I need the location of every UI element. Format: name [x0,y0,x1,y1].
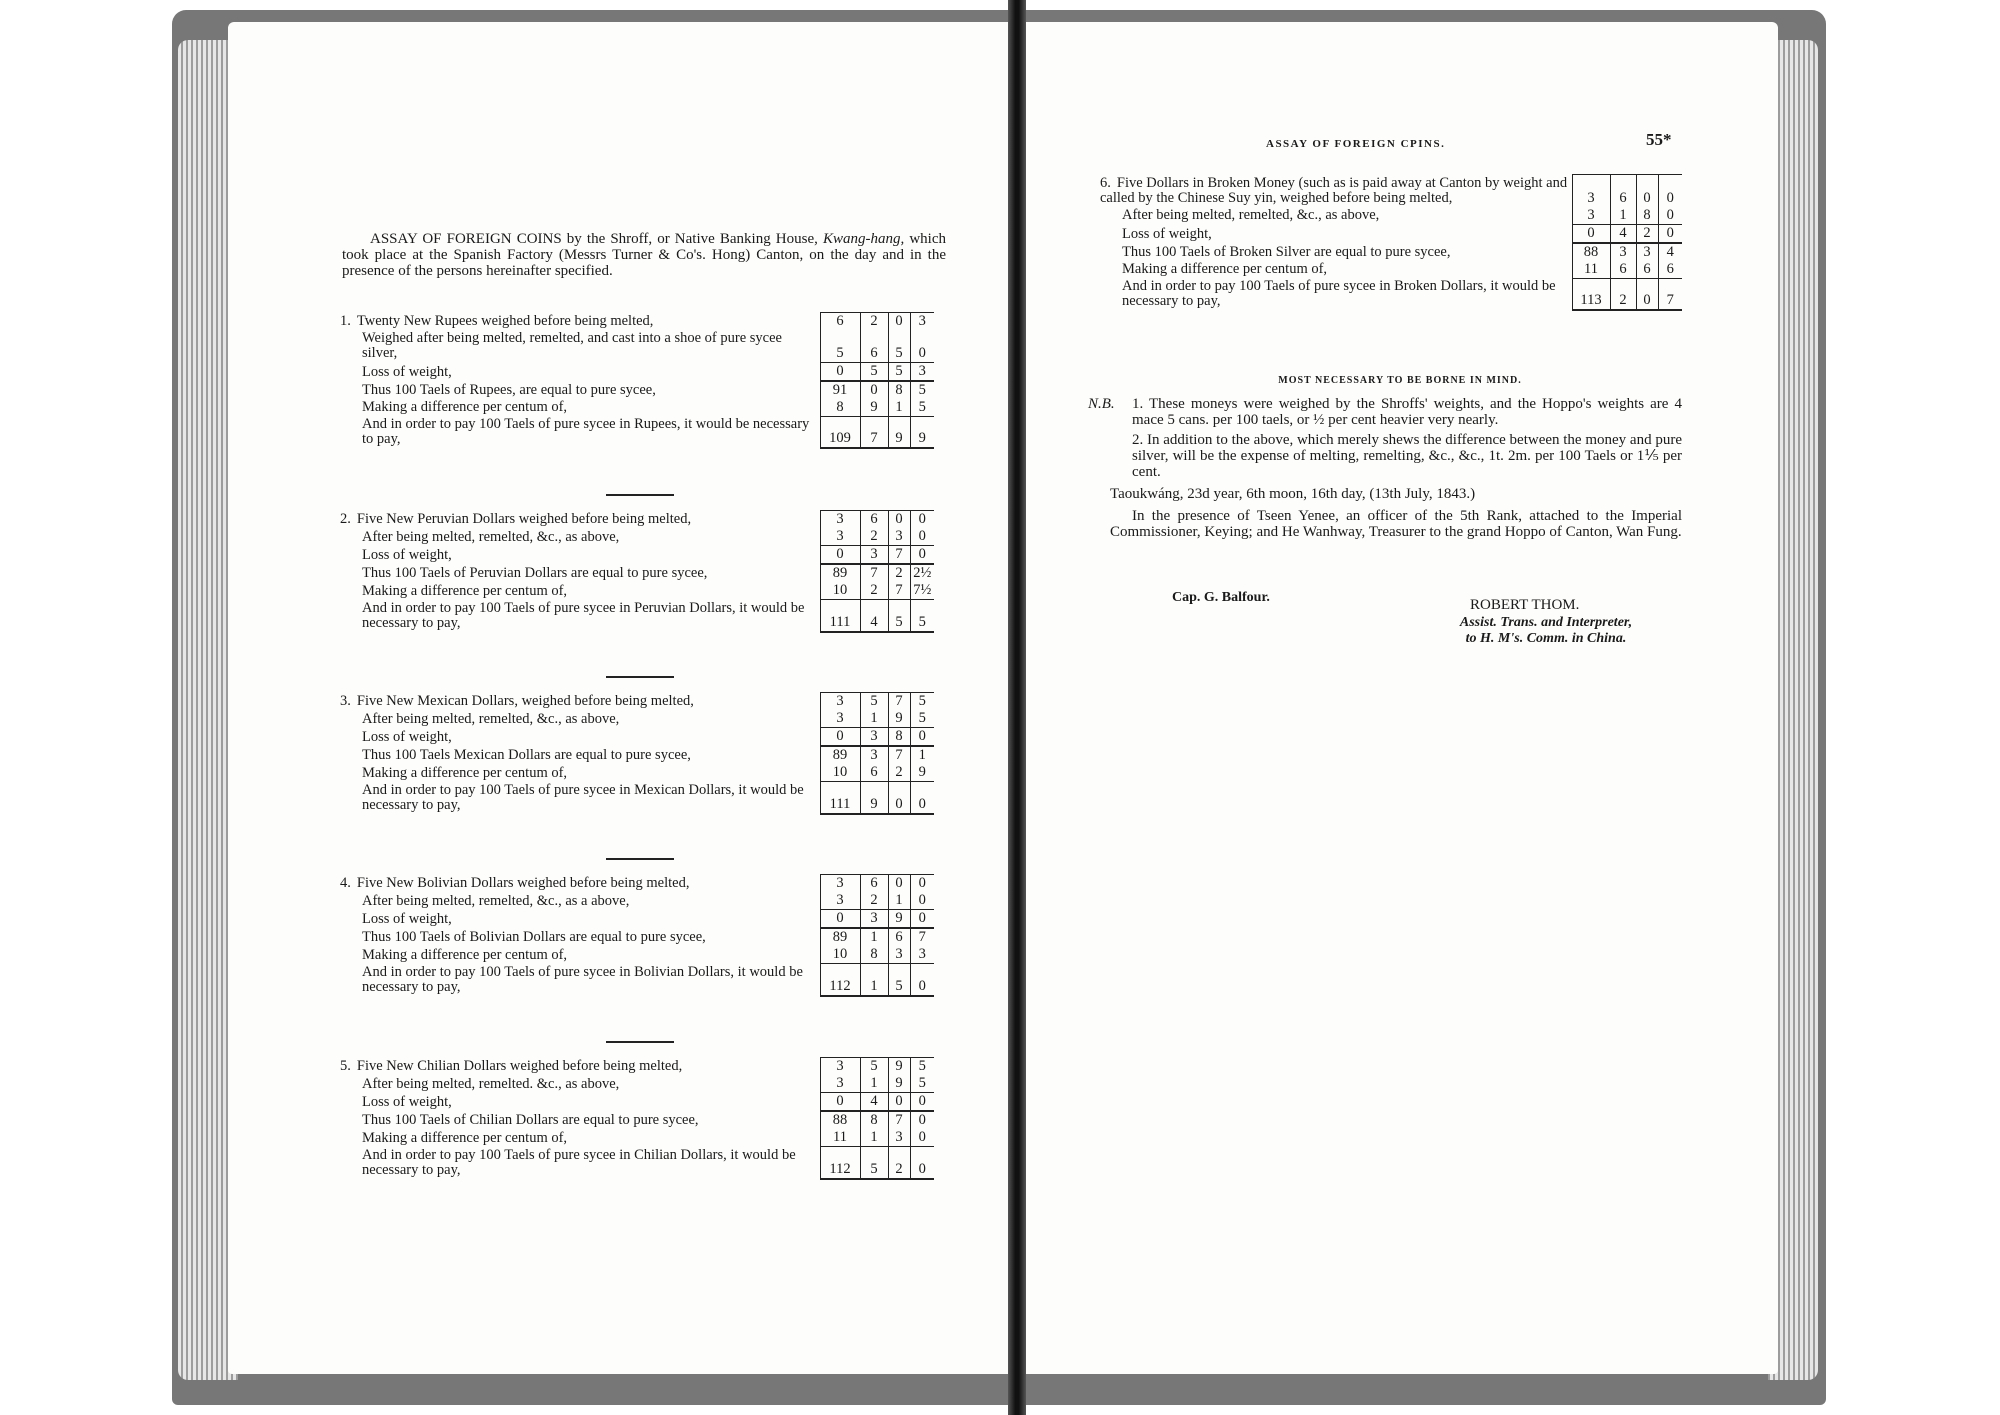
value-cell: 6 [1666,260,1674,277]
presence-text: In the presence of Tseen Yenee, an officer of the 5th Rank, attached to the Imperial Commissioner, Keying; and He Wanhway, Treasurer to the grand Hoppo of Canton, Wan Fung. [1110,508,1682,540]
value-cell: 5 [888,330,910,362]
assay-section [340,690,934,815]
value-cell: 5 [860,362,888,381]
row-label: Loss of weight, [362,547,452,563]
table-row [1100,243,1682,261]
value-cell: 3 [820,875,860,893]
table-row [340,782,934,814]
value-cell: 0 [888,313,910,331]
value-cell: 0 [918,511,926,527]
nb-label: N.B. [1088,396,1115,412]
value-cell: 5 [888,362,910,381]
value-cell: 5 [888,964,910,996]
value-cell: 3 [918,946,926,962]
value-cell: 5 [820,330,860,362]
value-cell: 9 [888,416,910,448]
row-label: Five New Bolivian Dollars weighed before being melted, [356,875,690,891]
value-cell: 3 [860,910,888,929]
row-label: Thus 100 Taels of Bolivian Dollars are equal to pure sycee, [362,929,706,945]
table-row [340,362,934,381]
value-cell: 6 [1636,261,1658,279]
row-label: Thus 100 Taels of Peruvian Dollars are equal to pure sycee, [362,565,708,581]
table-row [340,511,934,529]
table-row [340,892,934,910]
table-row [340,964,934,996]
value-cell: 8 [820,399,860,417]
value-cell: 111 [820,600,860,632]
value-cell: 9 [888,1075,910,1093]
table-row [1100,224,1682,243]
nb-note-1: 1. These moneys were weighed by the Shroffs' weights, and the Hoppo's weights are 4 mace 5 cans. per 100 taels, or ½ per cent heavier very nearly. [1132,396,1682,428]
value-cell: 0 [888,875,910,893]
table-row [340,528,934,546]
value-cell: 4 [1610,224,1636,243]
value-cell: 8 [860,1111,888,1129]
value-cell: 3 [860,546,888,565]
value-cell: 6 [860,764,888,782]
value-cell: 1 [888,399,910,417]
value-cell: 9 [910,416,934,448]
value-cell: 89 [820,746,860,764]
section-number: 4. [340,875,351,891]
value-cell: 0 [820,546,860,565]
title-house: Kwang-hang, [822,231,905,247]
page-number: 55* [1646,130,1672,149]
row-label: Thus 100 Taels of Rupees, are equal to pure sycee, [362,381,656,398]
value-cell: 9 [860,782,888,814]
value-cell: 0 [910,728,934,747]
value-cell: 3 [888,1129,910,1147]
row-label: After being melted, remelted, &c., as above, [1122,207,1380,223]
value-cell: 112 [820,964,860,996]
table-row [340,1075,934,1093]
value-cell: 4 [860,600,888,632]
row-label: Loss of weight, [362,363,452,380]
table-row [340,546,934,565]
value-cell: 0 [1658,224,1682,243]
value-cell: 3 [1572,207,1610,225]
section-number: 3. [340,693,351,709]
value-cell: 3 [820,511,860,529]
value-cell: 11 [1572,261,1610,279]
captain-name: Cap. G. Balfour. [1172,590,1270,605]
value-cell: 5 [918,710,926,726]
value-cell: 109 [820,416,860,448]
table-row [340,416,934,448]
value-cell: 7 [888,746,910,764]
row-label: After being melted, remelted. &c., as above, [362,1075,620,1092]
value-cell: 7 [860,416,888,448]
value-cell: 3 [1572,175,1610,207]
value-cell: 0 [820,362,860,381]
value-cell: 4 [1666,243,1674,260]
table-row [340,564,934,582]
table-row [340,1111,934,1129]
table-row [340,330,934,362]
value-cell: 6 [860,330,888,362]
value-cell: 0 [910,546,934,565]
value-cell: 9 [888,710,910,728]
value-cell: 9 [888,1058,910,1076]
row-label: After being melted, remelted, &c., as a above, [362,892,630,909]
row-label: Thus 100 Taels of Chilian Dollars are equal to pure sycee, [362,1112,699,1128]
title-rest: which took place at the Spanish Factory (Messrs Turner & Co's. Hong) Canton, on the day and in the presence of the persons hereinafter specified. [342,231,946,279]
value-cell: 113 [1572,278,1610,310]
row-label: After being melted, remelted, &c., as above, [362,710,620,727]
value-cell: 91 [820,381,860,399]
table-row [340,1058,934,1076]
value-cell: 10 [820,764,860,782]
section-number: 6. [1100,174,1111,191]
value-cell: 111 [820,782,860,814]
table-row [1100,207,1682,225]
value-cell: 7 [888,582,910,600]
value-cell: 0 [910,782,934,814]
value-cell: 1 [860,1129,888,1147]
row-label: After being melted, remelted, &c., as above, [362,528,620,545]
section-number: 5. [340,1058,351,1074]
value-cell: 6 [1610,175,1636,207]
table-row [340,910,934,929]
table-row [340,946,934,964]
value-cell: 89 [820,928,860,946]
value-cell: 10 [820,946,860,964]
value-cell: 5 [910,600,934,632]
row-label: Five New Peruvian Dollars weighed before being melted, [356,511,692,527]
table-row [340,1147,934,1179]
value-cell: 0 [918,1112,926,1128]
assay-table [340,310,934,449]
section-number: 1. [340,313,351,329]
value-cell: 1 [1610,207,1636,225]
value-cell: 88 [1572,243,1610,261]
table-row [340,381,934,399]
value-cell: 0 [918,344,926,361]
assay-title [342,231,946,279]
assay-section [340,872,934,997]
row-label: Making a difference per centum of, [362,1129,568,1146]
row-label: Making a difference per centum of, [362,582,568,599]
value-cell: 3 [820,892,860,910]
value-cell: 6 [860,511,888,529]
row-label: And in order to pay 100 Taels of pure sycee in Mexican Dollars, it would be necessary to pay, [362,781,804,813]
value-cell: 1 [918,747,926,763]
assay-table [340,872,934,997]
value-cell: 3 [820,710,860,728]
row-label: Loss of weight, [362,1094,452,1110]
value-cell: 3 [820,528,860,546]
table-row [1100,175,1682,207]
value-cell: 89 [820,564,860,582]
section-divider [606,1041,674,1043]
table-row [340,710,934,728]
assay-table [340,508,934,633]
table-row [340,399,934,417]
value-cell: 3 [888,528,910,546]
assay-table [1100,172,1682,311]
value-cell: 0 [888,511,910,529]
row-label: And in order to pay 100 Taels of pure sycee in Broken Dollars, it would be necessary to pay, [1122,278,1556,309]
table-row [340,1093,934,1112]
section-divider [606,676,674,678]
value-cell: 0 [1666,206,1674,223]
value-cell: 0 [918,1129,926,1145]
value-cell: 2½ [913,565,932,581]
value-cell: 0 [888,1093,910,1112]
value-cell: 0 [820,728,860,747]
row-label: Weighed after being melted, remelted, and cast into a shoe of pure sycee silver, [362,330,782,361]
table-row [340,728,934,747]
assay-table [340,1055,934,1180]
row-label: Five New Chilian Dollars weighed before being melted, [356,1058,683,1074]
value-cell: 5 [918,398,926,415]
row-label: Making a difference per centum of, [1122,261,1328,277]
table-row [1100,278,1682,310]
row-label: Making a difference per centum of, [362,764,568,781]
value-cell: 7 [860,564,888,582]
value-cell: 0 [820,910,860,929]
value-cell: 2 [888,1147,910,1179]
table-row [340,582,934,600]
row-label: And in order to pay 100 Taels of pure sycee in Rupees, it would be necessary to pay, [362,416,810,447]
value-cell: 2 [860,528,888,546]
value-cell: 0 [860,381,888,399]
value-cell: 1 [860,928,888,946]
value-cell: 5 [918,381,926,398]
value-cell: 8 [860,946,888,964]
table-row [1100,261,1682,279]
value-cell: 9 [888,910,910,929]
value-cell: 8 [888,728,910,747]
assay-section [1100,172,1682,311]
row-label: Making a difference per centum of, [362,946,568,963]
value-cell: 6 [820,313,860,331]
value-cell: 8 [888,381,910,399]
value-cell: 0 [888,782,910,814]
value-cell: 3 [860,746,888,764]
value-cell: 11 [820,1129,860,1147]
value-cell: 7 [888,1111,910,1129]
value-cell: 3 [860,728,888,747]
table-row [340,600,934,632]
row-label: Twenty New Rupees weighed before being melted, [356,313,654,329]
table-row [340,928,934,946]
value-cell: 0 [910,910,934,929]
value-cell: 9 [860,399,888,417]
value-cell: 3 [1610,243,1636,261]
value-cell: 3 [820,1075,860,1093]
value-cell: 3 [820,693,860,711]
row-label: And in order to pay 100 Taels of pure sycee in Chilian Dollars, it would be necessary to pay, [362,1146,796,1178]
table-row [340,764,934,782]
signatory-role-line-2: to H. M's. Comm. in China. [1465,631,1627,646]
value-cell: 2 [860,582,888,600]
table-row [340,875,934,893]
value-cell: 0 [1636,278,1658,310]
row-label: Five New Mexican Dollars, weighed before being melted, [356,693,694,709]
nb-title: MOST NECESSARY TO BE BORNE IN MIND. [1278,375,1522,386]
value-cell: 6 [860,875,888,893]
value-cell: 0 [918,875,926,891]
value-cell: 5 [918,693,926,709]
value-cell: 112 [820,1147,860,1179]
value-cell: 8 [1636,207,1658,225]
value-cell: 5 [860,693,888,711]
table-row [340,1129,934,1147]
value-cell: 2 [1636,224,1658,243]
value-cell: 1 [860,710,888,728]
assay-section [340,310,934,449]
section-divider [606,858,674,860]
value-cell: 3 [888,946,910,964]
value-cell: 7½ [913,582,932,598]
value-cell: 0 [918,892,926,908]
value-cell: 3 [820,1058,860,1076]
value-cell: 88 [820,1111,860,1129]
table-row [340,693,934,711]
value-cell: 5 [918,1058,926,1074]
value-cell: 0 [910,1147,934,1179]
title-lead: ASSAY OF FOREIGN COINS [370,231,562,247]
section-divider [606,494,674,496]
value-cell: 7 [888,546,910,565]
table-row [340,746,934,764]
nb-note-2: 2. In addition to the above, which merely shews the difference between the money and pure silver, will be the expense of melting, remelting, &c., &c., 1t. 2m. per 100 Taels or 1⅕ per cent. [1132,432,1682,480]
value-cell: 2 [888,564,910,582]
value-cell: 0 [820,1093,860,1112]
section-number: 2. [340,511,351,527]
value-cell: 5 [860,1147,888,1179]
signatory-role-line-1: Assist. Trans. and Interpreter, [1459,615,1633,630]
value-cell: 1 [888,892,910,910]
row-label: Loss of weight, [1122,225,1212,242]
title-text: by the Shroff, or Native Banking House, [561,231,823,247]
value-cell: 0 [1636,175,1658,207]
date-line: Taoukwáng, 23d year, 6th moon, 16th day, (13th July, 1843.) [1110,486,1476,502]
value-cell: 3 [1636,243,1658,261]
value-cell: 6 [1610,261,1636,279]
row-label: And in order to pay 100 Taels of pure sycee in Bolivian Dollars, it would be necessary to pay, [362,963,803,995]
row-label: Thus 100 Taels Mexican Dollars are equal to pure sycee, [362,747,691,763]
value-cell: 5 [918,1075,926,1091]
value-cell: 5 [888,600,910,632]
value-cell: 3 [910,362,934,381]
row-label: Loss of weight, [362,729,452,745]
row-label: And in order to pay 100 Taels of pure sycee in Peruvian Dollars, it would be necessary to pay, [362,599,805,631]
table-row [340,313,934,331]
value-cell: 0 [910,964,934,996]
running-head: ASSAY OF FOREIGN CPINS. [1266,138,1446,150]
value-cell: 7 [1658,278,1682,310]
value-cell: 1 [860,964,888,996]
signatory-name: ROBERT THOM. [1470,597,1580,613]
value-cell: 2 [888,764,910,782]
value-cell: 0 [918,528,926,544]
value-cell: 3 [918,313,926,329]
assay-table [340,690,934,815]
value-cell: 1 [860,1075,888,1093]
row-label: Making a difference per centum of, [362,399,568,415]
value-cell: 6 [888,928,910,946]
row-label: Five Dollars in Broken Money (such as is paid away at Canton by weight and called by the Chinese Suy yin, weighed before being melted, [1100,174,1568,206]
value-cell: 0 [910,1093,934,1112]
signatory-role [1426,615,1666,647]
value-cell: 7 [888,693,910,711]
value-cell: 0 [1666,189,1674,206]
book-gutter [1008,0,1026,1415]
value-cell: 2 [1610,278,1636,310]
value-cell: 2 [860,313,888,331]
row-label: Thus 100 Taels of Broken Silver are equal to pure sycee, [1122,243,1451,260]
row-label: Loss of weight, [362,911,452,927]
assay-section [340,1055,934,1180]
value-cell: 7 [918,929,926,945]
assay-section [340,508,934,633]
value-cell: 2 [860,892,888,910]
value-cell: 5 [860,1058,888,1076]
value-cell: 4 [860,1093,888,1112]
value-cell: 10 [820,582,860,600]
value-cell: 0 [1572,224,1610,243]
value-cell: 9 [918,764,926,780]
